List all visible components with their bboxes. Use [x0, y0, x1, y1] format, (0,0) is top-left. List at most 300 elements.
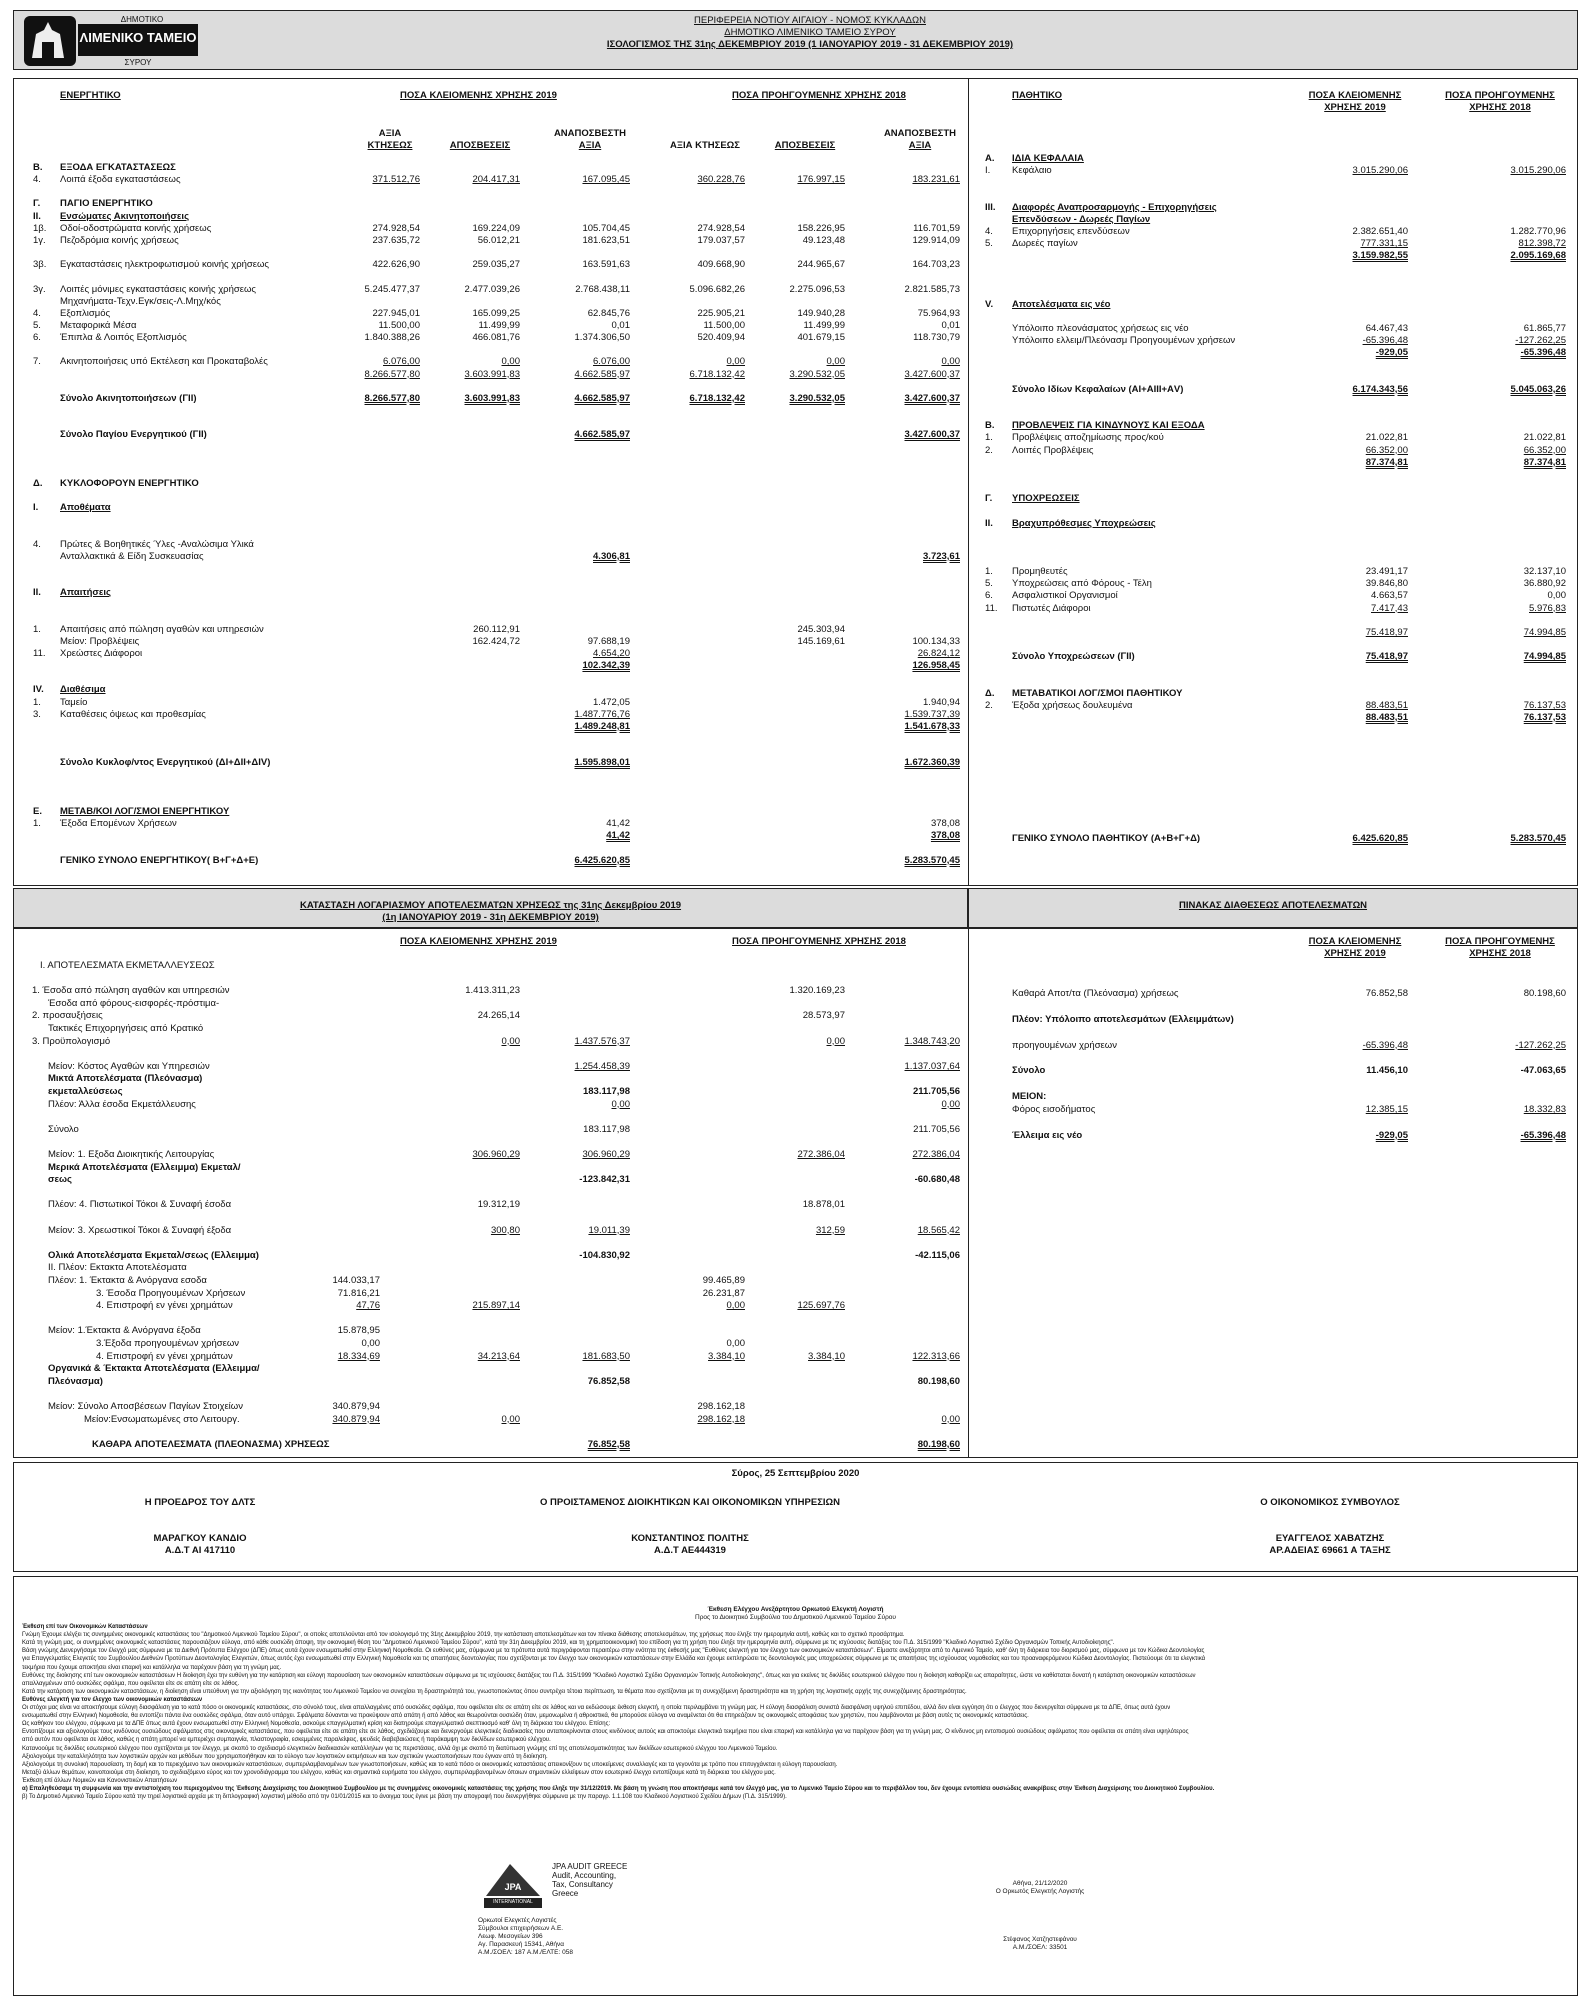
pl-row-label: 3. Προϋπολογισμό	[32, 1035, 111, 1047]
liab-row-key: 1.	[985, 432, 993, 444]
assets-row-label: Μείον: Προβλέψεις	[60, 635, 140, 647]
assets-row-value: 1.487.776,76	[574, 708, 630, 720]
assets-row-value: 204.417,31	[472, 174, 520, 186]
assets-row-value: 169.224,09	[472, 222, 520, 234]
assets-row-key: Ι.	[33, 502, 39, 514]
assets-row-value: 179.037,57	[697, 234, 745, 246]
assets-row-value: 6.425.620,85	[574, 854, 630, 866]
assets-row-value: 259.035,27	[472, 259, 520, 271]
assets-row-value: 102.342,39	[582, 660, 630, 672]
assets-row-label: ΓΕΝΙΚΟ ΣΥΝΟΛΟ ΕΝΕΡΓΗΤΙΚΟΥ( Β+Γ+Δ+Ε)	[60, 854, 259, 866]
liab-row-value: 5.045.063,26	[1510, 383, 1566, 395]
pl-row-label: Πλέον: Άλλα έσοδα Εκμετάλλευσης	[48, 1098, 196, 1110]
pl-row-value: 122.313,66	[912, 1350, 960, 1362]
pl-row-value: 211.705,56	[912, 1086, 960, 1097]
liab-row-value: 7.417,43	[1371, 602, 1408, 614]
assets-row-value: 3.427.600,37	[904, 368, 960, 380]
assets-row-value: 3.723,61	[923, 550, 960, 562]
assets-row-label: Απαιτήσεις	[60, 587, 111, 599]
assets-row-value: 6.076,00	[383, 356, 420, 368]
assets-col2: ΑΠΟΣΒΕΣΕΙΣ	[449, 140, 511, 151]
liab-row-value: 0,00	[1547, 590, 1566, 602]
assets-row-value: 1.672.360,39	[904, 757, 960, 769]
pl-row-value: 26.231,87	[702, 1287, 745, 1299]
pl-prev-head: ΠΟΣΑ ΠΡΟΗΓΟΥΜΕΝΗΣ ΧΡΗΣΗΣ 2018	[732, 936, 906, 947]
liab-row-label: Υπόλοιπο πλεονάσματος χρήσεως εις νέο	[1012, 323, 1189, 335]
liab-row-value: 21.022,81	[1365, 432, 1408, 444]
sign-name-advisor: ΕΥΑΓΓΕΛΟΣ ΧΑΒΑΤΖΗΣ	[1275, 1533, 1385, 1544]
assets-row-key: Δ.	[33, 477, 43, 489]
audit-date: Αθήνα, 21/12/2020	[1012, 1880, 1068, 1887]
assets-row-label: Πεζοδρόμια κοινής χρήσεως	[60, 234, 179, 246]
liab-row-value: 75.418,97	[1365, 626, 1408, 638]
assets-row-value: 158.226,95	[797, 222, 845, 234]
liab-row-label: Έξοδα χρήσεως δουλευμένα	[1012, 699, 1133, 711]
pl-row-value: 1.320.169,23	[789, 985, 845, 997]
assets-row-value: 1.539.737,39	[904, 708, 960, 720]
assets-row-label: Σύνολο Κυκλοφ/ντος Ενεργητικού (ΔΙ+ΔΙΙ+ΔΙV)	[60, 757, 271, 769]
liab-row-value: 66.352,00	[1523, 444, 1566, 456]
pl-row-value: 215.897,14	[472, 1300, 520, 1312]
dist-row-value: -65.396,48	[1362, 1039, 1408, 1051]
assets-row-label: ΕΞΟΔΑ ΕΓΚΑΤΑΣΤΑΣΕΩΣ	[60, 162, 176, 173]
assets-row-value: 105.704,45	[582, 222, 630, 234]
assets-row-value: 163.591,63	[582, 259, 630, 271]
assets-row-label: Έπιπλα & Λοιπός Εξοπλισμός	[60, 332, 187, 344]
liab-row-label: Υποχρεώσεις από Φόρους - Τέλη	[1012, 578, 1152, 590]
assets-col5: ΑΠΟΣΒΕΣΕΙΣ	[774, 140, 836, 151]
pl-row-value: 18.334,69	[337, 1350, 380, 1362]
pl-row-label: ΙΙ. Πλέον: Εκτακτα Αποτελέσματα	[48, 1262, 187, 1274]
liab-row-label: Υπόλοιπο ελλειμ/Πλεόνασμ Προηγουμένων χρήσεων	[1012, 335, 1236, 347]
assets-row-value: 4.662.585,97	[574, 368, 630, 380]
assets-row-key: 11.	[33, 648, 46, 659]
assets-row-value: 2.821.585,73	[904, 283, 960, 295]
dist-row-value: -47.063,65	[1520, 1065, 1566, 1077]
assets-row-value: 176.997,15	[797, 174, 845, 186]
assets-row-value: 129.914,09	[912, 234, 960, 246]
sign-role-advisor: Ο ΟΙΚΟΝΟΜΙΚΟΣ ΣΥΜΒΟΥΛΟΣ	[1260, 1497, 1400, 1508]
auditor-name: Στέφανος Χατζηστεφάνου	[1003, 1936, 1077, 1943]
pl-divider	[968, 928, 969, 1458]
assets-row-value: 75.964,93	[917, 307, 960, 319]
assets-row-value: 145.169,61	[797, 635, 845, 647]
dist-cur-head2: ΧΡΗΣΗΣ 2019	[1324, 948, 1386, 959]
dist-row-label: Πλέον: Υπόλοιπο αποτελεσμάτων (Ελλειμμάτων)	[1012, 1013, 1234, 1025]
assets-row-value: 126.958,45	[912, 660, 960, 672]
assets-row-key: 3β.	[33, 259, 47, 271]
pl-row-value: 0,00	[941, 1098, 960, 1110]
audit-line: Κατανοούμε τις δικλίδες εσωτερικού ελέγχου που σχετίζονται με τον έλεγχο, με σκοπό το σχεδιασμό ελεγκτικών διαδικασιών κατάλληλων για τις περιστάσεις, αλλά όχι με σκοπό τη διατύπωση γνώμης επί της αποτελεσματικότητας των δικλίδων εσωτερικού ελέγχου του Λιμενικού Ταμείου.	[22, 1745, 778, 1752]
pl-row-value: 125.697,76	[797, 1300, 845, 1312]
liab-row-label: ΓΕΝΙΚΟ ΣΥΝΟΛΟ ΠΑΘΗΤΙΚΟΥ (Α+Β+Γ+Δ)	[1012, 833, 1201, 845]
pl-row-value: 19.011,39	[588, 1224, 630, 1236]
assets-row-value: 1.595.898,01	[574, 757, 630, 769]
pl-row-label: Πλέον: 1. Έκτακτα & Ανόργανα εσοδα	[48, 1275, 207, 1286]
liab-row-label: Κεφάλαιο	[1012, 165, 1052, 177]
assets-row-value: 41,42	[606, 830, 630, 842]
pl-row-label: Ολικά Αποτελέσματα Εκμεταλ/σεως (Ελλειμμα)	[48, 1249, 259, 1261]
liab-row-value: 23.491,17	[1365, 566, 1408, 578]
assets-row-value: 0,01	[611, 319, 630, 331]
assets-row-value: 0,00	[941, 356, 960, 368]
pl-row-value: 298.162,18	[697, 1401, 745, 1412]
liab-row-label: ΠΡΟΒΛΕΨΕΙΣ ΓΙΑ ΚΙΝΔΥΝΟΥΣ ΚΑΙ ΕΞΟΔΑ	[1012, 420, 1205, 432]
assets-row-label: ΜΕΤΑΒ/ΚΟΙ ΛΟΓ/ΣΜΟΙ ΕΝΕΡΓΗΤΙΚΟΥ	[60, 805, 230, 817]
assets-row-value: 401.679,15	[797, 332, 845, 344]
assets-row-label: ΠΑΓΙΟ ΕΝΕΡΓΗΤΙΚΟ	[60, 198, 153, 210]
assets-row-label: Λοιπά έξοδα εγκαταστάσεως	[60, 174, 181, 186]
pl-row-label: Ι. ΑΠΟΤΕΛΕΣΜΑΤΑ ΕΚΜΕΤΑΛΛΕΥΣΕΩΣ	[40, 960, 215, 971]
assets-row-key: 4.	[33, 174, 41, 186]
assets-row-label: Λοιπές μόνιμες εγκαταστάσεις κοινής χρήσεως	[60, 283, 256, 295]
dist-row-label: Σύνολο	[1012, 1065, 1046, 1077]
liab-row-key: Γ.	[985, 493, 993, 505]
pl-row-value: 0,00	[501, 1035, 520, 1047]
audit-line: Εντοπίζουμε και αξιολογούμε τους κινδύνους ουσιώδους σφάλματος στις οικονομικές καταστάσεις, που οφείλεται είτε σε απάτη είτε σε λάθος, σχεδιάζουμε και διενεργούμε ελεγκτικές διαδικασίες που ανταποκρίνονται στους κινδύνους αυτούς και αποκτούμε ελεγκτικά τεκμήρια που είναι επαρκή και κατάλληλα για να παρέχουν βάση για τη γνώμη μας. Ο κίνδυνος μη εντοπισμού ουσιώδους σφάλματος που οφείλεται σε απάτη είναι υψηλότερος	[22, 1729, 1189, 1736]
sign-role-head: Ο ΠΡΟΙΣΤΑΜΕΝΟΣ ΔΙΟΙΚΗΤΙΚΩΝ ΚΑΙ ΟΙΚΟΝΟΜΙΚΩΝ ΥΠΗΡΕΣΙΩΝ	[539, 1497, 841, 1508]
pl-row-value: -60.680,48	[914, 1174, 960, 1186]
assets-row-label: Σύνολο Ακινητοποιήσεων (ΓΙΙ)	[60, 392, 197, 404]
pl-row-value: 272.386,04	[797, 1149, 845, 1160]
assets-row-label: Εξοπλισμός	[60, 307, 111, 319]
assets-row-value: 225.905,21	[697, 307, 745, 319]
liab-row-value: 74.994,85	[1523, 651, 1566, 663]
assets-row-value: 0,00	[726, 356, 745, 368]
assets-row-label: Μεταφορικά Μέσα	[60, 319, 137, 331]
assets-row-label: Διαθέσιμα	[60, 684, 106, 696]
liab-row-key: 5.	[985, 238, 993, 250]
liab-row-value: 5.283.570,45	[1510, 833, 1566, 845]
audit-line: Αξιολογούμε την καταλληλότητα των λογιστικών αρχών και μεθόδων που χρησιμοποιήθηκαν και το εύλογο των λογιστικών εκτιμήσεων και των σχετικών γνωστοποιήσεων που έγιναν από τη διοίκηση.	[22, 1753, 548, 1760]
pl-row-label: Μικτά Αποτελέσματα (Πλεόνασμα)	[48, 1073, 203, 1085]
sign-id-head: Α.Δ.Τ ΑΕ444319	[654, 1545, 726, 1556]
liab-row-key: 2.	[985, 444, 993, 456]
assets-row-value: 118.730,79	[913, 332, 960, 344]
liab-row-label: Βραχυπρόθεσμες Υποχρεώσεις	[1012, 517, 1156, 529]
assets-row-label: Έξοδα Επομένων Χρήσεων	[60, 818, 177, 830]
assets-row-value: 97.688,19	[587, 635, 630, 647]
audit-line: Ευθύνες της διοίκησης επί των οικονομικών καταστάσεων Η διοίκηση έχει την ευθύνη για την κατάρτιση και εύλογη παρουσίαση των οικονομικών καταστάσεων σύμφωνα με τις ισχύουσες διατάξεις του Π.Δ. 315/1999 "Κλαδικό Λογιστικό Σχέδιο Οργανισμών Τοπικής Αυτοδιοίκησης", όπως και για εκείνες τις δικλίδες εσωτερικού ελέγχου που η διοίκηση καθορίζει ως απαραίτητες, ώστε να καθίσταται δυνατή η κατάρτιση οικονομικών καταστάσεων	[22, 1672, 1196, 1679]
liab-row-value: 64.467,43	[1365, 323, 1408, 335]
assets-row-value: 227.945,01	[372, 307, 420, 319]
pl-row-value: -42.115,06	[915, 1249, 960, 1261]
assets-col1b: ΚΤΗΣΕΩΣ	[367, 140, 413, 151]
pl-row-label: Οργανικά & Έκτακτα Αποτελέσματα (Ελλειμμα/	[48, 1363, 260, 1375]
firm-addr-4: Αγ. Παρασκευή 15341, Αθήνα	[478, 1941, 565, 1948]
dist-row-value: -127.262,25	[1515, 1039, 1566, 1051]
assets-row-value: 56.012,21	[477, 234, 520, 246]
dist-row-label: Έλλειμα εις νέο	[1012, 1129, 1083, 1141]
assets-row-value: 409.668,90	[697, 259, 745, 271]
assets-row-value: 6.076,00	[593, 356, 630, 368]
liab-row-value: 5.976,83	[1529, 602, 1566, 614]
liab-row-key: 11.	[985, 602, 998, 614]
assets-row-value: 378,08	[930, 818, 960, 830]
liab-row-value: 2.382.651,40	[1352, 225, 1408, 237]
assets-row-key: Γ.	[33, 198, 41, 210]
liab-row-key: V.	[985, 298, 994, 310]
assets-row-label: Ανταλλακτικά & Είδη Συσκευασίας	[60, 550, 204, 562]
liab-row-value: 6.174.343,56	[1352, 383, 1408, 395]
assets-row-label: ΚΥΚΛΟΦΟΡΟΥΝ ΕΝΕΡΓΗΤΙΚΟ	[60, 477, 199, 489]
dist-row-value: 18.332,83	[1523, 1104, 1566, 1116]
assets-row-value: 1.472,05	[593, 696, 630, 708]
assets-row-key: ΙV.	[33, 684, 44, 696]
pl-row-value: 1.137.037,64	[904, 1060, 960, 1072]
jpa-logo-sub: INTERNATIONAL	[493, 1899, 533, 1905]
liab-prev-head: ΠΟΣΑ ΠΡΟΗΓΟΥΜΕΝΗΣ	[1445, 90, 1555, 101]
liab-row-value: 76.137,53	[1523, 699, 1566, 711]
pl-title2: (1η ΙΑΝΟΥΑΡΙΟΥ 2019 - 31η ΔΕΚΕΜΒΡΙΟΥ 2019)	[382, 912, 599, 923]
liab-row-label: Λοιπές Προβλέψεις	[1012, 444, 1094, 456]
pl-row-value: 76.852,58	[587, 1438, 630, 1450]
audit-role: Ο Ορκωτός Ελεγκτής Λογιστής	[995, 1888, 1085, 1895]
audit-line: απαλλαγμένων από ουσιώδες σφάλμα, που οφείλεται είτε σε απάτη είτε σε λάθος.	[22, 1680, 240, 1687]
pl-row-label: Μείον:Ενσωματωμένες στο Λειτουργ.	[84, 1413, 240, 1425]
pl-row-label: Μείον: Κόστος Αγαθών και Υπηρεσιών	[48, 1060, 210, 1072]
audit-line: Βάση γνώμης Διενεργήσαμε τον έλεγχό μας σύμφωνα με τα Διεθνή Πρότυπα Ελέγχου (ΔΠΕ) όπως αυτά έχουν ενσωματωθεί στην Ελληνική Νομοθεσία. Οι ευθύνες μας, σύμφωνα με τα πρότυπα αυτά περιγράφονται περαιτέρω στην ενότητα της έκθεσής μας "Ευθύνες ελεγκτή για τον έλεγχο των οικονομικών καταστάσεων". Είμαστε ανεξάρτητοι από το Λιμενικό Ταμείο, καθ' όλη τη διάρκεια του διορισμού μας, σύμφωνα με τον Κώδικα Δεοντολογίας	[22, 1648, 1205, 1655]
pl-row-value: 80.198,60	[917, 1375, 960, 1387]
audit-line: για Επαγγελματίες Ελεγκτές του Συμβουλίου Διεθνών Προτύπων Δεοντολογίας Ελεγκτών, όπως αυτός έχει ενσωματωθεί στην Ελληνική Νομοθεσία και τις απαιτήσεις δεοντολογίας που σχετίζονται με τον έλεγχο των οικονομικών καταστάσεων στην Ελλάδα και έχουμε εκπληρώσει τις δεοντολογικές μας υποχρεώσεις σύμφωνα με τις απαιτήσεις της ισχύουσας νομοθεσίας και του προαναφερόμενου Κώδικα Δεοντολογίας. Πιστεύουμε ότι τα ελεγκτικά	[22, 1656, 1206, 1663]
dist-row-label: προηγουμένων χρήσεων	[1012, 1039, 1117, 1051]
assets-row-value: 26.824,12	[917, 648, 960, 659]
pl-row-value: 1.254.458,39	[574, 1060, 630, 1072]
pl-row-value: 183.117,98	[582, 1086, 630, 1097]
audit-line: Κατά την κατάρτιση των οικονομικών καταστάσεων, η διοίκηση είναι υπεύθυνη για την αξιολόγηση της ικανότητας του Λιμενικού Ταμείου να συνεχίσει τη δραστηριότητά του, γνωστοποιώντας όπου συντρέχει τέτοια περίπτωση, τα θέματα που σχετίζονται με τη συνεχιζόμενη δραστηριότητα και τη χρήση της λογιστικής αρχής της συνεχιζόμενης δραστηριότητας.	[22, 1688, 967, 1695]
liab-row-value: 6.425.620,85	[1352, 833, 1408, 845]
pl-row-label: ΚΑΘΑΡΑ ΑΠΟΤΕΛΕΣΜΑΤΑ (ΠΛΕΟΝΑΣΜΑ) ΧΡΗΣΕΩΣ	[92, 1438, 330, 1450]
pl-row-value: 300,80	[490, 1224, 520, 1236]
assets-row-value: 3.603.991,83	[464, 392, 520, 404]
liab-cur-head2: ΧΡΗΣΗΣ 2019	[1324, 102, 1386, 113]
liab-row-value: 87.374,81	[1523, 456, 1566, 468]
assets-title: ΕΝΕΡΓΗΤΙΚΟ	[60, 90, 121, 101]
liab-row-value: 36.880,92	[1523, 578, 1566, 590]
firm-line1: JPA AUDIT GREECE	[552, 1862, 628, 1871]
liab-row-value: 812.398,72	[1518, 238, 1566, 250]
firm-line2: Audit, Accounting,	[552, 1871, 617, 1880]
pl-row-value: 1.413.311,23	[465, 985, 520, 997]
assets-row-value: 520.409,94	[697, 332, 745, 344]
assets-row-value: 5.245.477,37	[364, 283, 420, 295]
pl-row-label: σεως	[48, 1174, 72, 1186]
dist-row-value: 12.385,15	[1365, 1104, 1408, 1116]
pl-row-value: 34.213,64	[477, 1350, 520, 1362]
assets-row-value: 466.081,76	[472, 332, 520, 344]
liab-row-label: ΥΠΟΧΡΕΩΣΕΙΣ	[1012, 493, 1080, 505]
sign-name-head: ΚΟΝΣΤΑΝΤΙΝΟΣ ΠΟΛΙΤΗΣ	[631, 1533, 749, 1544]
assets-row-key: 4.	[33, 538, 41, 550]
assets-row-value: 378,08	[930, 830, 960, 842]
pl-row-label: 3.Έξοδα προηγουμένων χρήσεων	[96, 1338, 240, 1349]
assets-row-value: 181.623,51	[582, 234, 630, 246]
assets-col1: ΑΞΙΑ	[378, 128, 402, 139]
pl-row-label: εκμεταλλεύσεως	[48, 1086, 123, 1097]
assets-row-label: Αποθέματα	[60, 502, 111, 514]
org-logo	[22, 14, 202, 68]
audit-line: Αξιολογούμε τη συνολική παρουσίαση, τη δομή και το περιεχόμενο των οικονομικών καταστάσεων, συμπεριλαμβανομένων των γνωστοποιήσεων, καθώς και το κατά πόσο οι οικονομικές καταστάσεις απεικονίζουν τις υποκείμενες συναλλαγές και τα γεγονότα με τρόπο που επιτυγχάνεται η εύλογη παρουσίαση.	[22, 1761, 838, 1768]
firm-line3: Tax, Consultancy	[552, 1880, 613, 1889]
pl-row-label: 4. Επιστροφή εν γένει χρημάτων	[96, 1350, 233, 1362]
liab-row-value: 39.846,80	[1365, 578, 1408, 590]
pl-row-value: 340.879,94	[332, 1401, 380, 1412]
liab-row-label: Πιστωτές Διάφοροι	[1012, 602, 1091, 614]
assets-row-value: 8.266.577,80	[364, 368, 420, 380]
pl-row-label: 3. Έσοδα Προηγουμένων Χρήσεων	[96, 1287, 246, 1299]
assets-row-value: 3.427.600,37	[904, 429, 960, 441]
assets-row-value: 2.275.096,53	[789, 283, 845, 295]
sign-place: Σύρος, 25 Σεπτεμβρίου 2020	[731, 1468, 860, 1479]
pl-row-label: Τακτικές Επιχορηγήσεις από Κρατικό	[48, 1023, 204, 1034]
assets-row-value: 237.635,72	[372, 234, 420, 246]
assets-row-label: Χρεώστες Διάφοροι	[60, 648, 143, 659]
assets-row-value: 116.701,59	[913, 222, 960, 234]
liab-row-value: 76.137,53	[1523, 711, 1566, 723]
assets-cur-head: ΠΟΣΑ ΚΛΕΙΟΜΕΝΗΣ ΧΡΗΣΗΣ 2019	[400, 90, 557, 101]
firm-addr-5: Α.Μ./ΣΟΕΛ: 187 Α.Μ./ΕΛΤΕ: 058	[478, 1949, 573, 1956]
audit-line: Μεταξύ άλλων θεμάτων, κοινοποιούμε στη διοίκηση, το σχεδιαζόμενο εύρος και τον χρονοδιάγραμμα του ελέγχου, καθώς και σημαντικά ευρήματα του ελέγχου, συμπεριλαμβανομένων όποιων σημαντικών ελλείψεων στον εσωτερικό έλεγχο εντοπίζουμε κατά τη διάρκεια του ελέγχου μας.	[22, 1769, 776, 1776]
header-region: ΠΕΡΙΦΕΡΕΙΑ ΝΟΤΙΟΥ ΑΙΓΑΙΟΥ - ΝΟΜΟΣ ΚΥΚΛΑΔΩΝ	[694, 15, 926, 26]
assets-col3b: ΑΞΙΑ	[578, 140, 602, 151]
balance-divider	[968, 78, 969, 886]
auditor-id: Α.Μ./ΣΟΕΛ: 33501	[1012, 1944, 1068, 1951]
sign-name-president: ΜΑΡΑΓΚΟΥ ΚΑΝΔΙΟ	[153, 1533, 247, 1544]
pl-row-label: 4. Επιστροφή εν γένει χρημάτων	[96, 1300, 233, 1312]
assets-row-label: Πρώτες & Βοηθητικές Ύλες -Αναλώσιμα Υλικά	[60, 538, 254, 550]
pl-row-value: 80.198,60	[917, 1438, 960, 1450]
assets-row-key: 1.	[33, 623, 41, 635]
liab-row-value: 87.374,81	[1365, 456, 1408, 468]
assets-row-label: Μηχανήματα-Τεχν.Εγκ/σεις-Λ.Μηχ/κός	[60, 295, 221, 307]
pl-row-value: -123.842,31	[579, 1174, 630, 1186]
firm-line4: Greece	[552, 1889, 579, 1898]
audit-line: β) Το Δημοτικό Λιμενικό Ταμείο Σύρου κατά την τηρεί λογιστικά αρχεία με τη διπλογραφική λογιστική μέθοδο από την 01/01/2015 και το άνοιγμα τους έγινε με βάση την απογραφή που διενεργήθηκε σύμφωνα με την παραγρ. 1.1.108 του Κλαδικού Λογιστικού Σχεδίου Δήμων (Π.Δ. 315/1999).	[22, 1794, 787, 1801]
assets-row-value: 4.662.585,97	[574, 429, 630, 441]
pl-row-value: 0,00	[826, 1035, 845, 1047]
assets-row-key: 4.	[33, 307, 41, 319]
liab-row-value: 2.095.169,68	[1510, 250, 1566, 262]
liab-row-value: 21.022,81	[1523, 432, 1566, 444]
assets-row-value: 41,42	[606, 818, 630, 830]
assets-col6: ΑΝΑΠΟΣΒΕΣΤΗ	[883, 128, 957, 139]
liab-row-value: 1.282.770,96	[1510, 225, 1566, 237]
pl-row-value: 0,00	[501, 1413, 520, 1425]
assets-row-value: 4.306,81	[593, 550, 630, 562]
assets-row-value: 3.603.991,83	[464, 368, 520, 380]
dist-prev-head: ΠΟΣΑ ΠΡΟΗΓΟΥΜΕΝΗΣ	[1445, 936, 1555, 947]
firm-addr-1: Ορκωτοί Ελεγκτές Λογιστές	[478, 1917, 557, 1924]
pl-row-label: Μερικά Αποτελέσματα (Ελλειμμα) Εκμεταλ/	[48, 1161, 241, 1173]
liab-row-key: 5.	[985, 578, 993, 590]
sign-id-president: Α.Δ.Τ ΑΙ 417110	[164, 1545, 236, 1556]
pl-row-value: 47,76	[356, 1300, 380, 1312]
assets-row-value: 183.231,61	[912, 174, 960, 186]
logo-small-text: ΔΗΜΟΤΙΚΟ	[120, 15, 164, 24]
liab-row-value: 777.331,15	[1360, 238, 1408, 250]
liab-row-key: 2.	[985, 699, 993, 711]
pl-row-value: 3.384,10	[708, 1350, 745, 1362]
pl-row-value: 1.348.743,20	[904, 1035, 960, 1047]
pl-row-value: 211.705,56	[913, 1123, 960, 1135]
assets-row-value: 422.626,90	[372, 259, 420, 271]
pl-row-label: Πλεόνασμα)	[48, 1375, 103, 1387]
assets-row-value: 1.940,94	[923, 696, 960, 708]
pl-row-label: 2. προσαυξήσεις	[32, 1010, 103, 1022]
assets-row-key: 7.	[33, 356, 41, 368]
sign-role-president: Η ΠΡΟΕΔΡΟΣ ΤΟΥ ΔΛΤΣ	[144, 1497, 256, 1508]
firm-addr-2: Σύμβουλοι επιχειρήσεων Α.Ε.	[478, 1925, 564, 1932]
pl-row-value: 24.265,14	[477, 1010, 520, 1022]
dist-row-label: ΜΕΙΟΝ:	[1012, 1091, 1047, 1103]
liab-row-value: 88.483,51	[1365, 699, 1408, 711]
assets-row-key: 6.	[33, 332, 41, 344]
pl-row-value: 76.852,58	[587, 1375, 630, 1387]
pl-row-label: Σύνολο	[48, 1123, 79, 1135]
assets-row-value: 100.134,33	[912, 635, 960, 647]
pl-row-value: 18.878,01	[802, 1199, 845, 1211]
liab-row-key: 4.	[985, 225, 993, 237]
liab-row-value: 3.015.290,06	[1352, 165, 1408, 177]
dist-row-value: 11.456,10	[1366, 1065, 1408, 1077]
assets-row-value: 0,00	[501, 356, 520, 368]
audit-line: τεκμήρια που έχουμε αποκτήσει είναι επαρκή και κατάλληλα να παρέχουν βάση για τη γνώμη μας.	[22, 1664, 282, 1671]
assets-row-value: 6.718.132,42	[689, 392, 745, 404]
assets-row-value: 4.654,20	[593, 648, 630, 659]
audit-line: από αυτόν που οφείλεται σε λάθος, καθώς η απάτη μπορεί να εμπεριέχει συμπαιγνία, πλαστογραφία, εσκεμμένες παραλείψεις, ψευδείς διαβεβαιώσεις ή παράκαμψη των δικλίδων εσωτερικού ελέγχου.	[22, 1737, 551, 1744]
liab-row-value: 4.663,57	[1371, 590, 1408, 602]
assets-row-value: 11.500,00	[703, 319, 745, 331]
assets-row-value: 244.965,67	[797, 259, 845, 271]
assets-row-key: 5.	[33, 319, 41, 331]
liab-row-label: Διαφορές Αναπροσαρμογής - Επιχορηγήσεις	[1012, 201, 1217, 213]
pl-row-label: Έσοδα από φόρους-εισφορές-πρόστιμα-	[48, 997, 220, 1009]
dist-row-value: -929,05	[1375, 1129, 1408, 1141]
liab-row-value: 32.137,10	[1523, 566, 1566, 578]
assets-col6b: ΑΞΙΑ	[908, 140, 932, 151]
assets-row-value: 1.489.248,81	[574, 720, 630, 732]
assets-row-key: Β.	[33, 162, 43, 173]
dist-prev-head2: ΧΡΗΣΗΣ 2018	[1469, 948, 1531, 959]
audit-line: Οι στόχοι μας είναι να αποκτήσουμε εύλογη διασφάλιση για το κατά πόσο οι οικονομικές καταστάσεις, στο σύνολό τους, είναι απαλλαγμένες από ουσιώδες σφάλμα, που οφείλεται είτε σε απάτη είτε σε λάθος και να εκδώσουμε έκθεση ελεγκτή, η οποία περιλαμβάνει τη γνώμη μας. Η εύλογη διασφάλιση συνιστά διασφάλιση υψηλού επιπέδου, αλλά δεν είναι εγγύηση ότι ο έλεγχος που διενεργείται σύμφωνα με τα ΔΠΕ, όπως αυτά έχουν	[22, 1705, 1171, 1711]
liab-row-value: -65.396,48	[1520, 347, 1566, 359]
audit-to: Προς το Διοικητικό Συμβούλιο του Δημοτικού Λιμενικού Ταμείου Σύρου	[695, 1614, 896, 1621]
assets-row-value: 49.123,48	[802, 234, 845, 246]
dist-row-value: 76.852,58	[1365, 988, 1408, 999]
assets-row-value: 274.928,54	[697, 222, 745, 234]
assets-row-value: 2.477.039,26	[464, 283, 520, 295]
assets-row-value: 11.499,99	[478, 319, 520, 331]
header-org: ΔΗΜΟΤΙΚΟ ΛΙΜΕΝΙΚΟ ΤΑΜΕΙΟ ΣΥΡΟΥ	[724, 27, 896, 38]
sign-id-advisor: ΑΡ.ΑΔΕΙΑΣ 69661 Α ΤΑΞΗΣ	[1269, 1545, 1391, 1556]
liab-row-value: 3.159.982,55	[1352, 250, 1408, 262]
pl-row-value: 306.960,29	[472, 1149, 520, 1160]
liab-row-label: Προβλέψεις αποζημίωσης προς/κού	[1012, 432, 1164, 444]
pl-cur-head: ΠΟΣΑ ΚΛΕΙΟΜΕΝΗΣ ΧΡΗΣΗΣ 2019	[400, 936, 557, 947]
pl-row-value: 18.565,42	[917, 1224, 960, 1236]
assets-row-value: 162.424,72	[472, 635, 520, 647]
assets-prev-head: ΠΟΣΑ ΠΡΟΗΓΟΥΜΕΝΗΣ ΧΡΗΣΗΣ 2018	[732, 90, 906, 101]
dist-row-value: 80.198,60	[1523, 988, 1566, 999]
logo-place-text: ΣΥΡΟΥ	[124, 58, 152, 67]
assets-row-value: 6.718.132,42	[689, 368, 745, 380]
liab-row-value: 75.418,97	[1365, 651, 1408, 663]
dist-row-value: -65.396,48	[1520, 1129, 1566, 1141]
audit-line: Έκθεση επί των Οικονομικών Καταστάσεων	[22, 1624, 148, 1630]
assets-row-value: 1.840.388,26	[364, 332, 420, 344]
liab-row-label: Σύνολο Ιδίων Κεφαλαίων (ΑΙ+ΑΙΙΙ+ΑV)	[1012, 383, 1184, 395]
assets-row-key: 1γ.	[33, 234, 46, 246]
